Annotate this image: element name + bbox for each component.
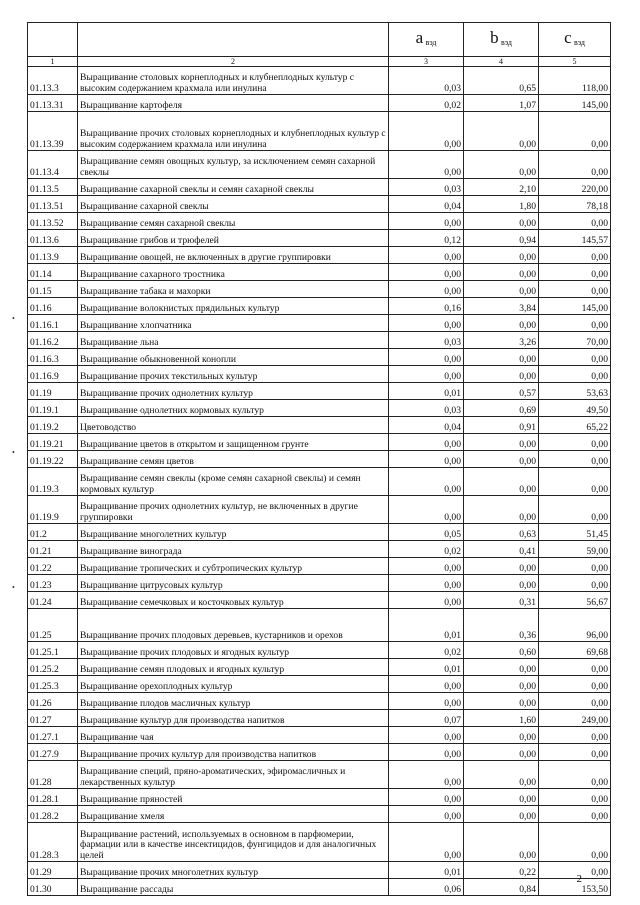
coef-c-cell: 0,00 [539, 112, 611, 151]
coef-a-cell: 0,00 [389, 592, 464, 609]
okved-code-cell: 01.16.1 [28, 315, 78, 332]
table-row [28, 112, 611, 151]
coef-b-cell: 0,22 [464, 862, 539, 879]
activity-name-cell: Выращивание культур для производства напитков [78, 710, 389, 727]
header-a-cell: a $_{вэд}$ [389, 23, 464, 57]
activity-name-cell: Выращивание хмеля [78, 806, 389, 823]
coef-a-cell: 0,12 [389, 230, 464, 247]
activity-name-cell: Выращивание сахарной свеклы [78, 196, 389, 213]
okved-code-cell: 01.19.21 [28, 434, 78, 451]
table-row [28, 95, 611, 112]
table-row [28, 609, 611, 642]
okved-code-cell: 01.13.39 [28, 112, 78, 151]
coef-b-cell: 0,00 [464, 575, 539, 592]
okved-code-cell: 01.13.31 [28, 95, 78, 112]
activity-name-cell: Выращивание обыкновенной конопли [78, 349, 389, 366]
coef-a-cell: 0,01 [389, 659, 464, 676]
header-name-cell [78, 23, 389, 57]
coef-c-cell: 0,00 [539, 693, 611, 710]
coef-a-cell: 0,02 [389, 95, 464, 112]
coef-b-cell: 1,07 [464, 95, 539, 112]
activity-name-cell: Цветоводство [78, 417, 389, 434]
coef-a-cell: 0,00 [389, 112, 464, 151]
coef-c-cell: 0,00 [539, 213, 611, 230]
coef-a-cell: 0,00 [389, 744, 464, 761]
column-number: 5 [539, 57, 611, 67]
table-row [28, 693, 611, 710]
okved-code-cell: 01.16.2 [28, 332, 78, 349]
coef-c-cell: 0,00 [539, 315, 611, 332]
activity-name-cell: Выращивание винограда [78, 541, 389, 558]
activity-name-cell: Выращивание хлопчатника [78, 315, 389, 332]
coef-b-cell: 0,00 [464, 151, 539, 179]
coef-c-cell: 56,67 [539, 592, 611, 609]
table-row [28, 400, 611, 417]
table-row [28, 496, 611, 524]
table-header-row [28, 23, 611, 57]
coef-a-cell: 0,00 [389, 693, 464, 710]
coef-c-cell: 49,50 [539, 400, 611, 417]
coef-c-cell: 59,00 [539, 541, 611, 558]
coef-b-cell: 0,69 [464, 400, 539, 417]
table-row [28, 298, 611, 315]
okved-code-cell: 01.27 [28, 710, 78, 727]
coef-c-cell: 0,00 [539, 862, 611, 879]
coef-c-cell: 96,00 [539, 609, 611, 642]
coef-a-cell: 0,00 [389, 434, 464, 451]
table-row [28, 710, 611, 727]
activity-name-cell: Выращивание цитрусовых культур [78, 575, 389, 592]
coef-c-cell: 0,00 [539, 761, 611, 789]
activity-name-cell: Выращивание специй, пряно-ароматических, эфиромасличных и лекарственных культур [78, 761, 389, 789]
activity-name-cell: Выращивание картофеля [78, 95, 389, 112]
table-row [28, 761, 611, 789]
activity-name-cell: Выращивание семян свеклы (кроме семян сахарной свеклы) и семян кормовых культур [78, 468, 389, 496]
okved-code-cell: 01.13.5 [28, 179, 78, 196]
okved-code-cell: 01.28.1 [28, 789, 78, 806]
coef-c-cell: 0,00 [539, 247, 611, 264]
okved-code-cell: 01.25.2 [28, 659, 78, 676]
coef-b-cell: 0,00 [464, 693, 539, 710]
coef-b-cell: 0,63 [464, 524, 539, 541]
coef-a-cell: 0,05 [389, 524, 464, 541]
coef-a-cell: 0,00 [389, 451, 464, 468]
coef-b-cell: 0,00 [464, 281, 539, 298]
coef-b-cell: 0,00 [464, 451, 539, 468]
coef-b-cell: 0,31 [464, 592, 539, 609]
coef-c-cell: 51,45 [539, 524, 611, 541]
okved-code-cell: 01.13.4 [28, 151, 78, 179]
table-row [28, 744, 611, 761]
coef-a-cell: 0,06 [389, 879, 464, 896]
okved-code-cell: 01.28.2 [28, 806, 78, 823]
header-code-cell [28, 23, 78, 57]
coef-a-cell: 0,03 [389, 67, 464, 95]
coef-a-cell: 0,04 [389, 196, 464, 213]
activity-name-cell: Выращивание прочих плодовых и ягодных культур [78, 642, 389, 659]
coef-b-cell: 0,41 [464, 541, 539, 558]
coef-c-cell: 0,00 [539, 558, 611, 575]
table-row [28, 676, 611, 693]
activity-name-cell: Выращивание прочих однолетних культур [78, 383, 389, 400]
coef-b-cell: 0,60 [464, 642, 539, 659]
okved-code-cell: 01.23 [28, 575, 78, 592]
okved-code-cell: 01.19.3 [28, 468, 78, 496]
coef-c-cell: 0,00 [539, 744, 611, 761]
activity-name-cell: Выращивание прочих текстильных культур [78, 366, 389, 383]
coef-c-cell: 0,00 [539, 281, 611, 298]
coef-a-cell: 0,02 [389, 642, 464, 659]
coef-c-cell: 0,00 [539, 659, 611, 676]
table-row [28, 247, 611, 264]
coef-c-cell: 0,00 [539, 823, 611, 862]
okved-code-cell: 01.19.2 [28, 417, 78, 434]
coef-a-cell: 0,00 [389, 315, 464, 332]
table-row [28, 383, 611, 400]
okved-code-cell: 01.22 [28, 558, 78, 575]
okved-code-cell: 01.13.3 [28, 67, 78, 95]
coef-a-cell: 0,00 [389, 247, 464, 264]
coef-b-cell: 0,57 [464, 383, 539, 400]
table-row [28, 468, 611, 496]
margin-mark: • [12, 314, 15, 323]
table-row [28, 558, 611, 575]
okved-code-cell: 01.16.3 [28, 349, 78, 366]
activity-name-cell: Выращивание прочих столовых корнеплодных и клубнеплодных культур с высоким содержанием крахмала или инулина [78, 112, 389, 151]
table-row [28, 349, 611, 366]
coef-b-cell: 0,00 [464, 744, 539, 761]
coef-a-cell: 0,00 [389, 558, 464, 575]
coef-b-cell: 0,36 [464, 609, 539, 642]
coef-b-cell: 0,00 [464, 349, 539, 366]
margin-mark: • [12, 448, 15, 457]
table-row [28, 451, 611, 468]
column-number-row [28, 57, 611, 67]
coef-a-cell: 0,01 [389, 862, 464, 879]
coef-c-cell: 53,63 [539, 383, 611, 400]
coef-a-cell: 0,16 [389, 298, 464, 315]
activity-name-cell: Выращивание табака и махорки [78, 281, 389, 298]
table-row [28, 727, 611, 744]
page-number: 2 [576, 873, 582, 885]
table-row [28, 230, 611, 247]
activity-name-cell: Выращивание волокнистых прядильных культур [78, 298, 389, 315]
header-c-cell: c $_{вэд}$ [539, 23, 611, 57]
coef-b-cell: 0,00 [464, 434, 539, 451]
coef-a-cell: 0,00 [389, 213, 464, 230]
activity-name-cell: Выращивание чая [78, 727, 389, 744]
coef-b-cell: 3,84 [464, 298, 539, 315]
coef-c-cell: 118,00 [539, 67, 611, 95]
coef-c-cell: 0,00 [539, 151, 611, 179]
coef-c-cell: 0,00 [539, 789, 611, 806]
activity-name-cell: Выращивание семян плодовых и ягодных культур [78, 659, 389, 676]
coef-a-cell: 0,00 [389, 575, 464, 592]
coef-b-cell: 0,00 [464, 315, 539, 332]
okved-code-cell: 01.13.9 [28, 247, 78, 264]
okved-code-cell: 01.29 [28, 862, 78, 879]
table-row [28, 592, 611, 609]
table-row [28, 823, 611, 862]
coef-c-cell: 145,00 [539, 95, 611, 112]
activity-name-cell: Выращивание семян овощных культур, за исключением семян сахарной свеклы [78, 151, 389, 179]
table-row [28, 417, 611, 434]
coef-c-cell: 153,50 [539, 879, 611, 896]
column-number: 2 [78, 57, 389, 67]
coef-a-cell: 0,00 [389, 806, 464, 823]
table-row [28, 434, 611, 451]
coef-a-cell: 0,00 [389, 761, 464, 789]
column-number: 4 [464, 57, 539, 67]
okved-code-cell: 01.19.1 [28, 400, 78, 417]
table-row [28, 332, 611, 349]
coef-a-cell: 0,03 [389, 332, 464, 349]
coef-c-cell: 65,22 [539, 417, 611, 434]
coef-a-cell: 0,04 [389, 417, 464, 434]
okved-code-cell: 01.19.22 [28, 451, 78, 468]
okved-code-cell: 01.16.9 [28, 366, 78, 383]
okved-code-cell: 01.13.52 [28, 213, 78, 230]
table-row [28, 366, 611, 383]
activity-name-cell: Выращивание пряностей [78, 789, 389, 806]
coef-b-cell: 0,84 [464, 879, 539, 896]
okved-code-cell: 01.25 [28, 609, 78, 642]
okved-code-cell: 01.15 [28, 281, 78, 298]
okved-code-cell: 01.25.3 [28, 676, 78, 693]
coef-c-cell: 0,00 [539, 349, 611, 366]
okved-code-cell: 01.16 [28, 298, 78, 315]
table-row [28, 213, 611, 230]
column-number: 3 [389, 57, 464, 67]
activity-name-cell: Выращивание плодов масличных культур [78, 693, 389, 710]
activity-name-cell: Выращивание однолетних кормовых культур [78, 400, 389, 417]
table-row [28, 806, 611, 823]
okved-code-cell: 01.28 [28, 761, 78, 789]
coef-a-cell: 0,00 [389, 281, 464, 298]
column-number: 1 [28, 57, 78, 67]
coef-b-cell: 0,00 [464, 213, 539, 230]
coef-a-cell: 0,07 [389, 710, 464, 727]
okved-code-cell: 01.19 [28, 383, 78, 400]
activity-name-cell: Выращивание растений, используемых в основном в парфюмерии, фармации или в качестве инсектицидов, фунгицидов и для аналогичных целей [78, 823, 389, 862]
coef-b-cell: 0,00 [464, 112, 539, 151]
table-row [28, 264, 611, 281]
coef-b-cell: 0,00 [464, 366, 539, 383]
coef-a-cell: 0,01 [389, 609, 464, 642]
activity-name-cell: Выращивание прочих культур для производства напитков [78, 744, 389, 761]
activity-name-cell: Выращивание сахарной свеклы и семян сахарной свеклы [78, 179, 389, 196]
activity-name-cell: Выращивание прочих многолетних культур [78, 862, 389, 879]
coef-b-cell: 0,00 [464, 468, 539, 496]
activity-name-cell: Выращивание орехоплодных культур [78, 676, 389, 693]
activity-name-cell: Выращивание прочих плодовых деревьев, кустарников и орехов [78, 609, 389, 642]
okved-code-cell: 01.24 [28, 592, 78, 609]
okved-code-cell: 01.2 [28, 524, 78, 541]
activity-name-cell: Выращивание тропических и субтропических культур [78, 558, 389, 575]
activity-name-cell: Выращивание столовых корнеплодных и клубнеплодных культур с высоким содержанием крахмала или инулина [78, 67, 389, 95]
coef-b-cell: 0,00 [464, 659, 539, 676]
coef-c-cell: 220,00 [539, 179, 611, 196]
coef-b-cell: 2,10 [464, 179, 539, 196]
coef-c-cell: 69,68 [539, 642, 611, 659]
okved-code-cell: 01.14 [28, 264, 78, 281]
coef-b-cell: 0,91 [464, 417, 539, 434]
coef-c-cell: 70,00 [539, 332, 611, 349]
coef-a-cell: 0,00 [389, 349, 464, 366]
coef-a-cell: 0,00 [389, 468, 464, 496]
coef-c-cell: 0,00 [539, 806, 611, 823]
table-row [28, 281, 611, 298]
table-row [28, 524, 611, 541]
okved-code-cell: 01.13.51 [28, 196, 78, 213]
coef-c-cell: 0,00 [539, 575, 611, 592]
coef-b-cell: 0,00 [464, 823, 539, 862]
activity-name-cell: Выращивание многолетних культур [78, 524, 389, 541]
table-row [28, 541, 611, 558]
okved-code-cell: 01.27.9 [28, 744, 78, 761]
activity-name-cell: Выращивание семян сахарной свеклы [78, 213, 389, 230]
activity-name-cell: Выращивание семян цветов [78, 451, 389, 468]
activity-name-cell: Выращивание цветов в открытом и защищенном грунте [78, 434, 389, 451]
coef-b-cell: 3,26 [464, 332, 539, 349]
coef-c-cell: 78,18 [539, 196, 611, 213]
activity-name-cell: Выращивание овощей, не включенных в другие группировки [78, 247, 389, 264]
table-row [28, 151, 611, 179]
table-row [28, 879, 611, 896]
coef-a-cell: 0,00 [389, 496, 464, 524]
okved-code-cell: 01.13.6 [28, 230, 78, 247]
activity-name-cell: Выращивание семечковых и косточковых культур [78, 592, 389, 609]
table-row [28, 789, 611, 806]
coef-a-cell: 0,03 [389, 400, 464, 417]
table-row [28, 196, 611, 213]
coef-b-cell: 0,00 [464, 806, 539, 823]
okved-code-cell: 01.30 [28, 879, 78, 896]
coef-c-cell: 249,00 [539, 710, 611, 727]
okved-code-cell: 01.19.9 [28, 496, 78, 524]
coef-b-cell: 0,00 [464, 676, 539, 693]
coef-a-cell: 0,00 [389, 727, 464, 744]
table-row [28, 862, 611, 879]
table-row [28, 659, 611, 676]
coef-c-cell: 0,00 [539, 676, 611, 693]
activity-name-cell: Выращивание прочих однолетних культур, не включенных в другие группировки [78, 496, 389, 524]
header-b-cell: b $_{вэд}$ [464, 23, 539, 57]
coef-b-cell: 0,00 [464, 496, 539, 524]
coef-c-cell: 0,00 [539, 496, 611, 524]
coef-a-cell: 0,00 [389, 151, 464, 179]
okved-code-cell: 01.27.1 [28, 727, 78, 744]
coef-c-cell: 0,00 [539, 727, 611, 744]
coef-a-cell: 0,00 [389, 789, 464, 806]
activity-name-cell: Выращивание льна [78, 332, 389, 349]
okved-code-cell: 01.21 [28, 541, 78, 558]
okved-code-cell: 01.26 [28, 693, 78, 710]
okved-code-cell: 01.25.1 [28, 642, 78, 659]
coef-b-cell: 0,65 [464, 67, 539, 95]
coef-a-cell: 0,00 [389, 823, 464, 862]
coef-b-cell: 0,00 [464, 558, 539, 575]
coef-c-cell: 0,00 [539, 468, 611, 496]
table-row [28, 642, 611, 659]
coef-c-cell: 145,00 [539, 298, 611, 315]
activity-name-cell: Выращивание сахарного тростника [78, 264, 389, 281]
coef-b-cell: 0,00 [464, 727, 539, 744]
coef-c-cell: 0,00 [539, 264, 611, 281]
coef-a-cell: 0,03 [389, 179, 464, 196]
table-row [28, 179, 611, 196]
coef-a-cell: 0,00 [389, 676, 464, 693]
okved-code-cell: 01.28.3 [28, 823, 78, 862]
coef-c-cell: 0,00 [539, 366, 611, 383]
activity-name-cell: Выращивание грибов и трюфелей [78, 230, 389, 247]
margin-mark: • [12, 583, 15, 592]
coef-b-cell: 1,60 [464, 710, 539, 727]
coef-a-cell: 0,00 [389, 366, 464, 383]
coef-c-cell: 145,57 [539, 230, 611, 247]
coef-b-cell: 0,00 [464, 264, 539, 281]
coef-c-cell: 0,00 [539, 451, 611, 468]
coef-b-cell: 0,00 [464, 247, 539, 264]
table-row [28, 575, 611, 592]
table-row [28, 67, 611, 95]
coef-c-cell: 0,00 [539, 434, 611, 451]
coef-b-cell: 0,00 [464, 789, 539, 806]
table-row [28, 315, 611, 332]
coefficients-table [27, 22, 611, 896]
coef-a-cell: 0,00 [389, 264, 464, 281]
coef-a-cell: 0,02 [389, 541, 464, 558]
coef-b-cell: 1,80 [464, 196, 539, 213]
coef-a-cell: 0,01 [389, 383, 464, 400]
coef-b-cell: 0,94 [464, 230, 539, 247]
coef-b-cell: 0,00 [464, 761, 539, 789]
activity-name-cell: Выращивание рассады [78, 879, 389, 896]
